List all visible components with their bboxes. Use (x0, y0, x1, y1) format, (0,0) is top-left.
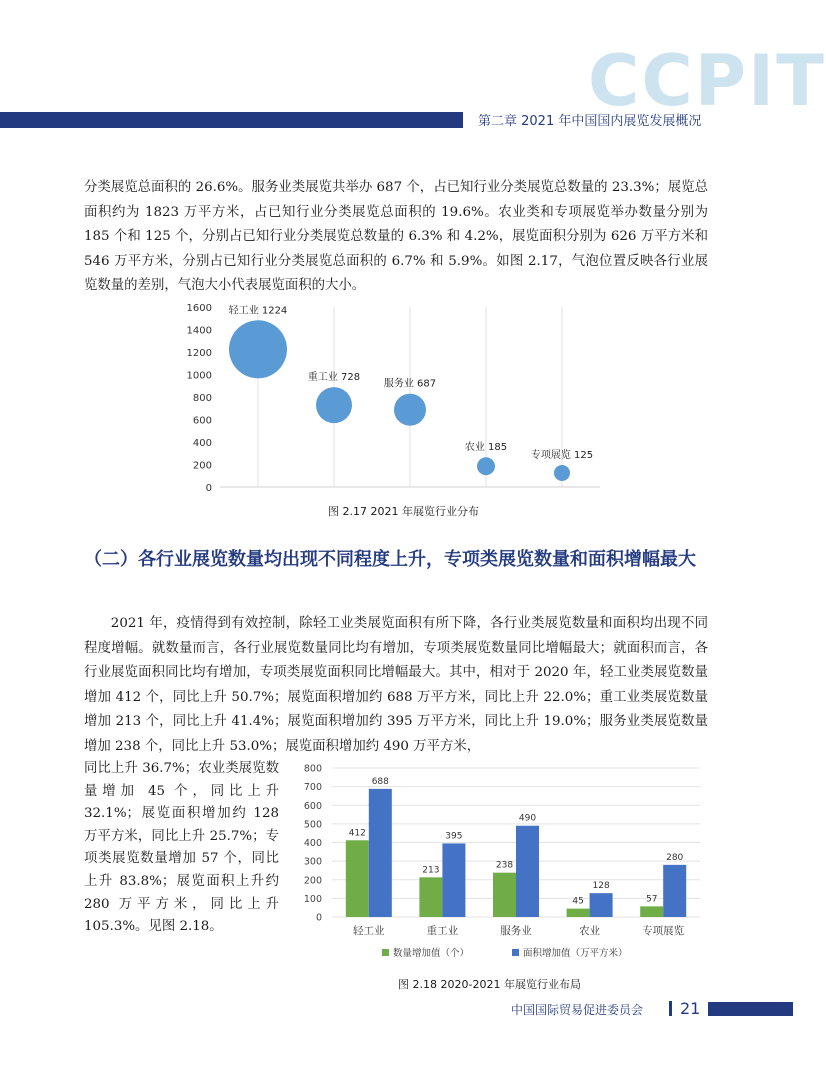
data-label: 213 (422, 865, 440, 876)
y-tick-label: 800 (303, 763, 322, 775)
y-tick-label: 800 (192, 393, 212, 404)
data-label: 238 (495, 860, 514, 871)
bar (493, 873, 516, 917)
category-label: 专项展览 (642, 925, 685, 937)
bar (419, 877, 442, 917)
y-tick-label: 200 (303, 875, 322, 887)
footer-bar (708, 1002, 793, 1016)
data-label: 128 (592, 881, 610, 892)
bar (567, 909, 590, 917)
paragraph-2 (84, 612, 708, 759)
legend-swatch (512, 949, 519, 956)
bubble-label: 农业 185 (464, 442, 508, 454)
data-label: 57 (645, 894, 658, 905)
y-tick-label: 700 (303, 782, 322, 794)
y-tick-label: 1000 (186, 370, 212, 382)
y-tick-label: 600 (303, 800, 322, 812)
bar-chart (290, 760, 710, 965)
footer-separator (669, 1001, 672, 1016)
paragraph-1-text: 分类展览总面积的 26.6%。服务业类展览共举办 687 个，占已知行业分类展览总数量的 23.3%；展览总面积约为 1823 万平方米，占已知行业分类展览总面积的 19.6%。农业类和专项展览举办数量分别为 185 个和 125 个，分别占已知行业分类展览总数量的 6.3% 和 4.2%，展览面积分别为 626 万平方米和 546 万平方米，分别占已知行业分类展览总面积的 6.7% 和 5.9%。如图 2.17，气泡位置反映各行业展览数量的差别，气泡大小代表展览面积的大小。 (84, 180, 708, 293)
paragraph-3-text: 同比上升 36.7%；农业类展览数量增加 45 个，同比上升 32.1%；展览面积增加约 128 万平方米，同比上升 25.7%；专项类展览数量增加 57 个，同比上升 83.8%；展览面积上升约 280 万平方米，同比上升 105.3%。见图 2.18。 (84, 761, 279, 935)
bar (346, 840, 369, 917)
category-label: 农业 (579, 925, 601, 937)
bubble (554, 465, 570, 481)
bar (640, 906, 663, 917)
bubble (316, 387, 352, 423)
y-tick-label: 500 (303, 819, 322, 831)
bar (369, 789, 392, 917)
footer-org: 中国国际贸易促进委员会 (511, 1003, 644, 1017)
header-bar (0, 112, 463, 128)
category-label: 重工业 (426, 925, 459, 937)
category-label: 服务业 (500, 925, 532, 937)
paragraph-1 (84, 176, 708, 299)
bubble (394, 394, 426, 426)
y-tick-label: 400 (303, 838, 322, 849)
section-title: （二）各行业展览数量均出现不同程度上升，专项类展览数量和面积增幅最大 (84, 549, 696, 570)
legend-swatch (382, 949, 389, 956)
paragraph-2-text: 2021 年，疫情得到有效控制，除轻工业类展览面积有所下降，各行业类展览数量和面积均出现不同程度增幅。就数量而言，各行业展览数量同比均有增加，专项类展览数量同比增幅最大；就面积而言，各行业展览面积同比均有增加，专项类展览面积同比增幅最大。其中，相对于 2020 年，轻工业类展览数量增加 412 个，同比上升 50.7%；展览面积增加约 688 万平方米，同比上升 22.0%；重工业类展览数量增加 213 个，同比上升 41.4%；展览面积增加约 395 万平方米，同比上升 19.0%；服务业类展览数量增加 238 个，同比上升 53.0%；展览面积增加约 490 万平方米， (84, 616, 708, 754)
bubble (477, 457, 495, 475)
legend-label: 数量增加值（个） (393, 948, 470, 959)
bubble-label: 轻工业 1224 (228, 305, 288, 317)
chapter-title: 第二章 2021 年中国国内展览发展概况 (478, 114, 702, 129)
data-label: 490 (518, 813, 537, 824)
category-label: 轻工业 (353, 925, 385, 937)
y-tick-label: 1400 (186, 325, 212, 337)
y-tick-label: 1600 (186, 303, 212, 314)
bar (590, 893, 613, 917)
y-tick-label: 200 (192, 460, 212, 472)
figure-2-18-caption: 图 2.18 2020-2021 年展览行业布局 (398, 978, 581, 991)
bar (516, 826, 539, 917)
figure-2-17-caption: 图 2.17 2021 年展览行业分布 (328, 505, 479, 518)
paragraph-3 (84, 758, 279, 939)
y-tick-label: 600 (192, 415, 212, 427)
y-tick-label: 0 (205, 483, 212, 494)
y-tick-label: 0 (315, 912, 322, 924)
y-tick-label: 400 (192, 438, 212, 449)
ccpit-logo: CCPIT (588, 40, 826, 122)
bubble-label: 重工业 728 (307, 372, 361, 384)
legend-label: 面积增加值（万平方米） (523, 948, 628, 959)
bar (663, 865, 686, 917)
bar (442, 843, 465, 917)
data-label: 395 (445, 831, 463, 842)
data-label: 688 (371, 776, 389, 787)
page-number: 21 (680, 999, 701, 1018)
bubble-label: 专项展览 125 (530, 449, 594, 461)
bubble (229, 320, 287, 378)
data-label: 412 (348, 828, 366, 839)
bubble-chart (180, 297, 610, 497)
data-label: 45 (572, 896, 584, 907)
data-label: 280 (666, 852, 684, 863)
y-tick-label: 100 (303, 893, 322, 905)
y-tick-label: 300 (303, 856, 322, 868)
bubble-label: 服务业 687 (383, 378, 437, 390)
y-tick-label: 1200 (186, 348, 212, 359)
